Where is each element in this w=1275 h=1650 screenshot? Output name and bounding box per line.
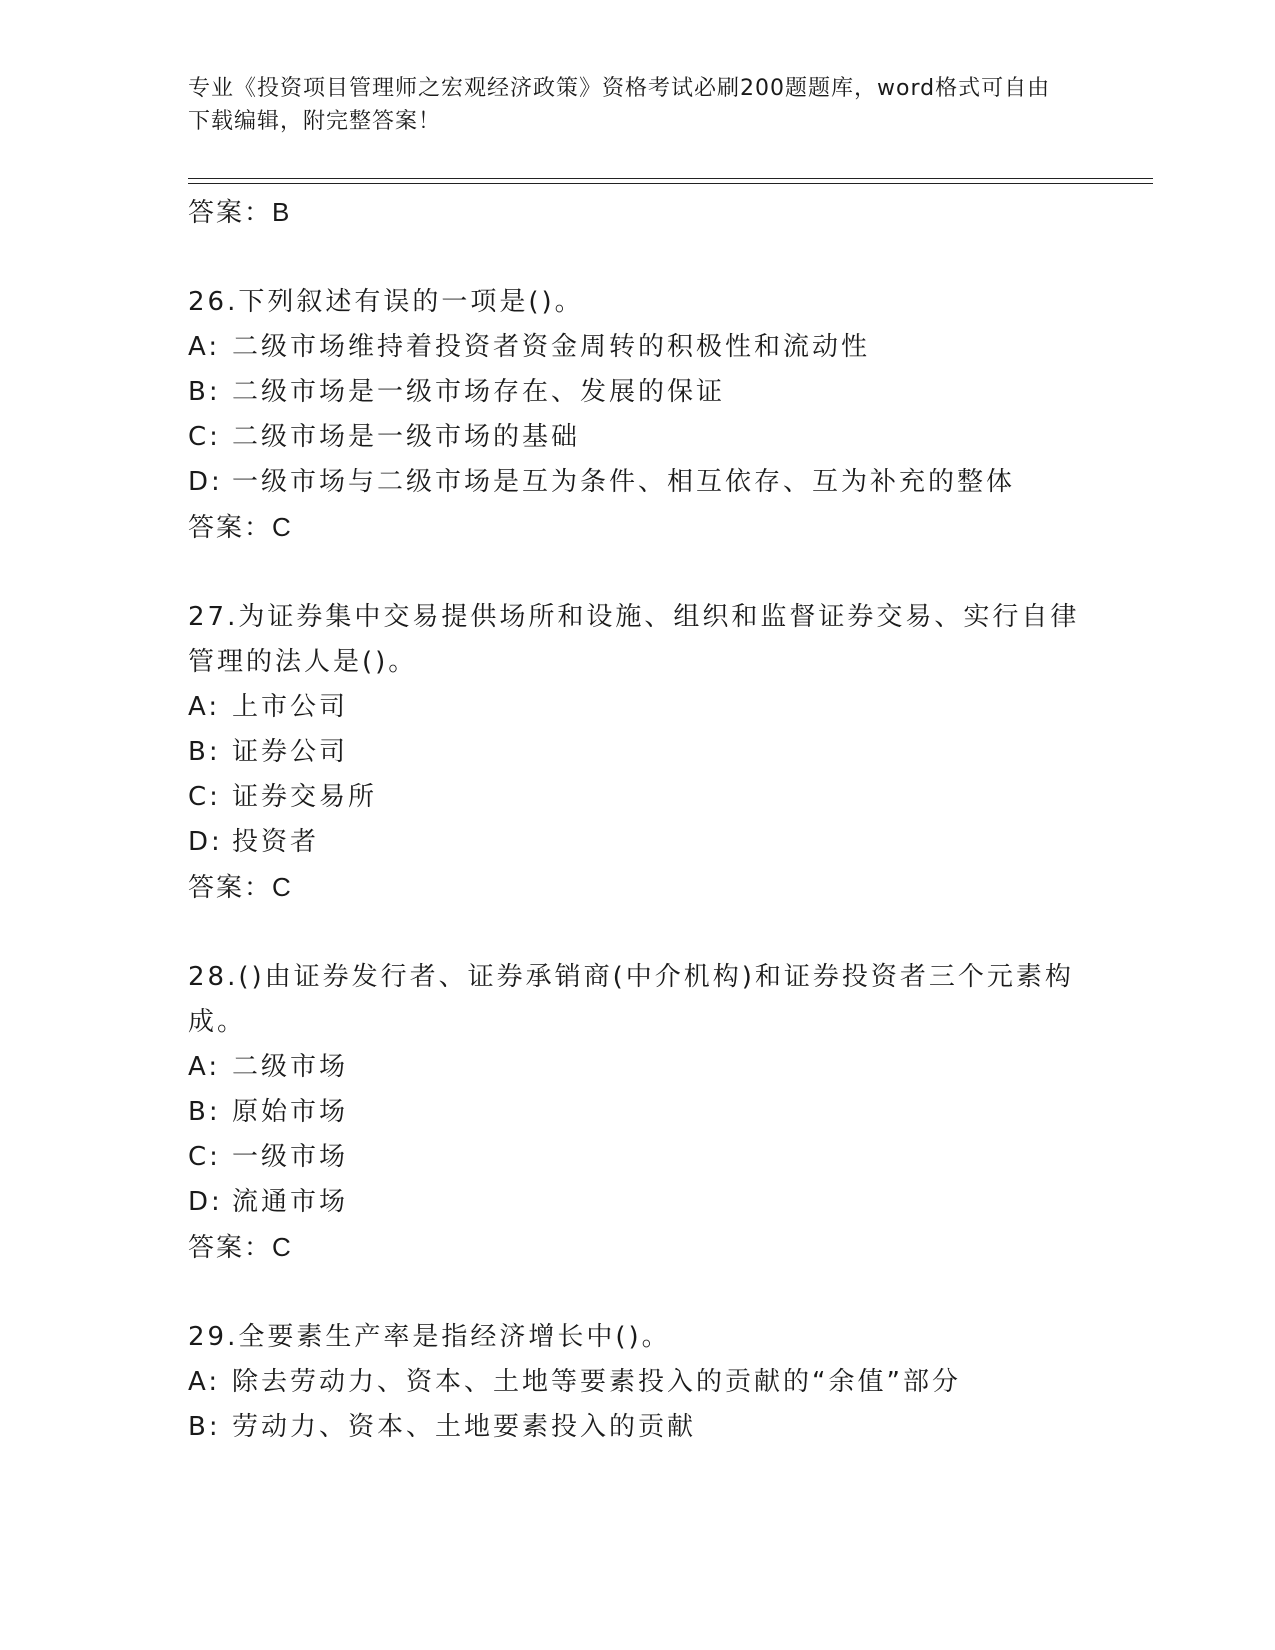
answer-label: 答案： (188, 1232, 273, 1262)
answer-label: 答案： (188, 872, 273, 902)
option-letter: A: (188, 1052, 221, 1082)
option-letter: C: (188, 782, 221, 812)
option-text: 二级市场 (232, 1052, 349, 1082)
answer-line (188, 505, 1088, 550)
option-a (188, 685, 1088, 730)
option-text: 证券交易所 (232, 782, 378, 812)
option-d (188, 1180, 1088, 1225)
option-letter: A: (188, 332, 221, 362)
option-letter: B: (188, 1412, 221, 1442)
option-text: 一级市场 (232, 1142, 349, 1172)
answer-value: C (272, 512, 293, 542)
answer-line (188, 1225, 1088, 1270)
question-stem: 28.()由证券发行者、证券承销商(中介机构)和证券投资者三个元素构成。 (188, 962, 1074, 1037)
option-b (188, 1405, 1088, 1450)
question-block (188, 1315, 1088, 1450)
answer-value: C (272, 1232, 293, 1262)
option-b (188, 370, 1088, 415)
option-a (188, 325, 1088, 370)
option-letter: C: (188, 422, 221, 452)
answer-line (188, 190, 1088, 235)
option-c (188, 775, 1088, 820)
option-b (188, 730, 1088, 775)
question-stem: 29.全要素生产率是指经济增长中()。 (188, 1322, 671, 1352)
option-text: 证券公司 (232, 737, 349, 767)
option-text: 二级市场是一级市场存在、发展的保证 (232, 377, 726, 407)
option-text: 原始市场 (232, 1097, 349, 1127)
question-block (188, 595, 1088, 910)
option-text: 流通市场 (232, 1187, 349, 1217)
option-a (188, 1045, 1088, 1090)
option-b (188, 1090, 1088, 1135)
option-letter: D: (188, 1187, 223, 1217)
option-d (188, 820, 1088, 865)
option-letter: B: (188, 377, 221, 407)
option-text: 一级市场与二级市场是互为条件、相互依存、互为补充的整体 (232, 467, 1016, 497)
option-letter: B: (188, 737, 221, 767)
question-stem: 27.为证券集中交易提供场所和设施、组织和监督证券交易、实行自律管理的法人是()。 (188, 602, 1080, 677)
option-text: 二级市场是一级市场的基础 (232, 422, 581, 452)
document-header: 专业《投资项目管理师之宏观经济政策》资格考试必刷200题题库，word格式可自由下载编辑，附完整答案！ (188, 76, 1051, 134)
option-text: 上市公司 (232, 692, 349, 722)
option-c (188, 1135, 1088, 1180)
option-text: 二级市场维持着投资者资金周转的积极性和流动性 (232, 332, 871, 362)
option-letter: D: (188, 467, 223, 497)
answer-label: 答案： (188, 512, 273, 542)
option-text: 劳动力、资本、土地要素投入的贡献 (232, 1412, 697, 1442)
option-letter: B: (188, 1097, 221, 1127)
option-text: 投资者 (232, 827, 320, 857)
option-letter: A: (188, 692, 221, 722)
answer-label: 答案： (188, 197, 273, 227)
header-divider-top (188, 178, 1153, 179)
answer-value: C (272, 872, 293, 902)
option-letter: C: (188, 1142, 221, 1172)
option-text: 除去劳动力、资本、土地等要素投入的贡献的“余值”部分 (232, 1367, 961, 1397)
answer-line (188, 865, 1088, 910)
option-letter: A: (188, 1367, 221, 1397)
option-a (188, 1360, 1088, 1405)
question-block (188, 955, 1088, 1270)
header-divider-bottom (188, 183, 1153, 184)
answer-value: B (272, 197, 292, 227)
question-block (188, 280, 1088, 550)
option-d (188, 460, 1088, 505)
option-c (188, 415, 1088, 460)
question-stem: 26.下列叙述有误的一项是()。 (188, 287, 584, 317)
question-list (188, 190, 1088, 1450)
option-letter: D: (188, 827, 223, 857)
